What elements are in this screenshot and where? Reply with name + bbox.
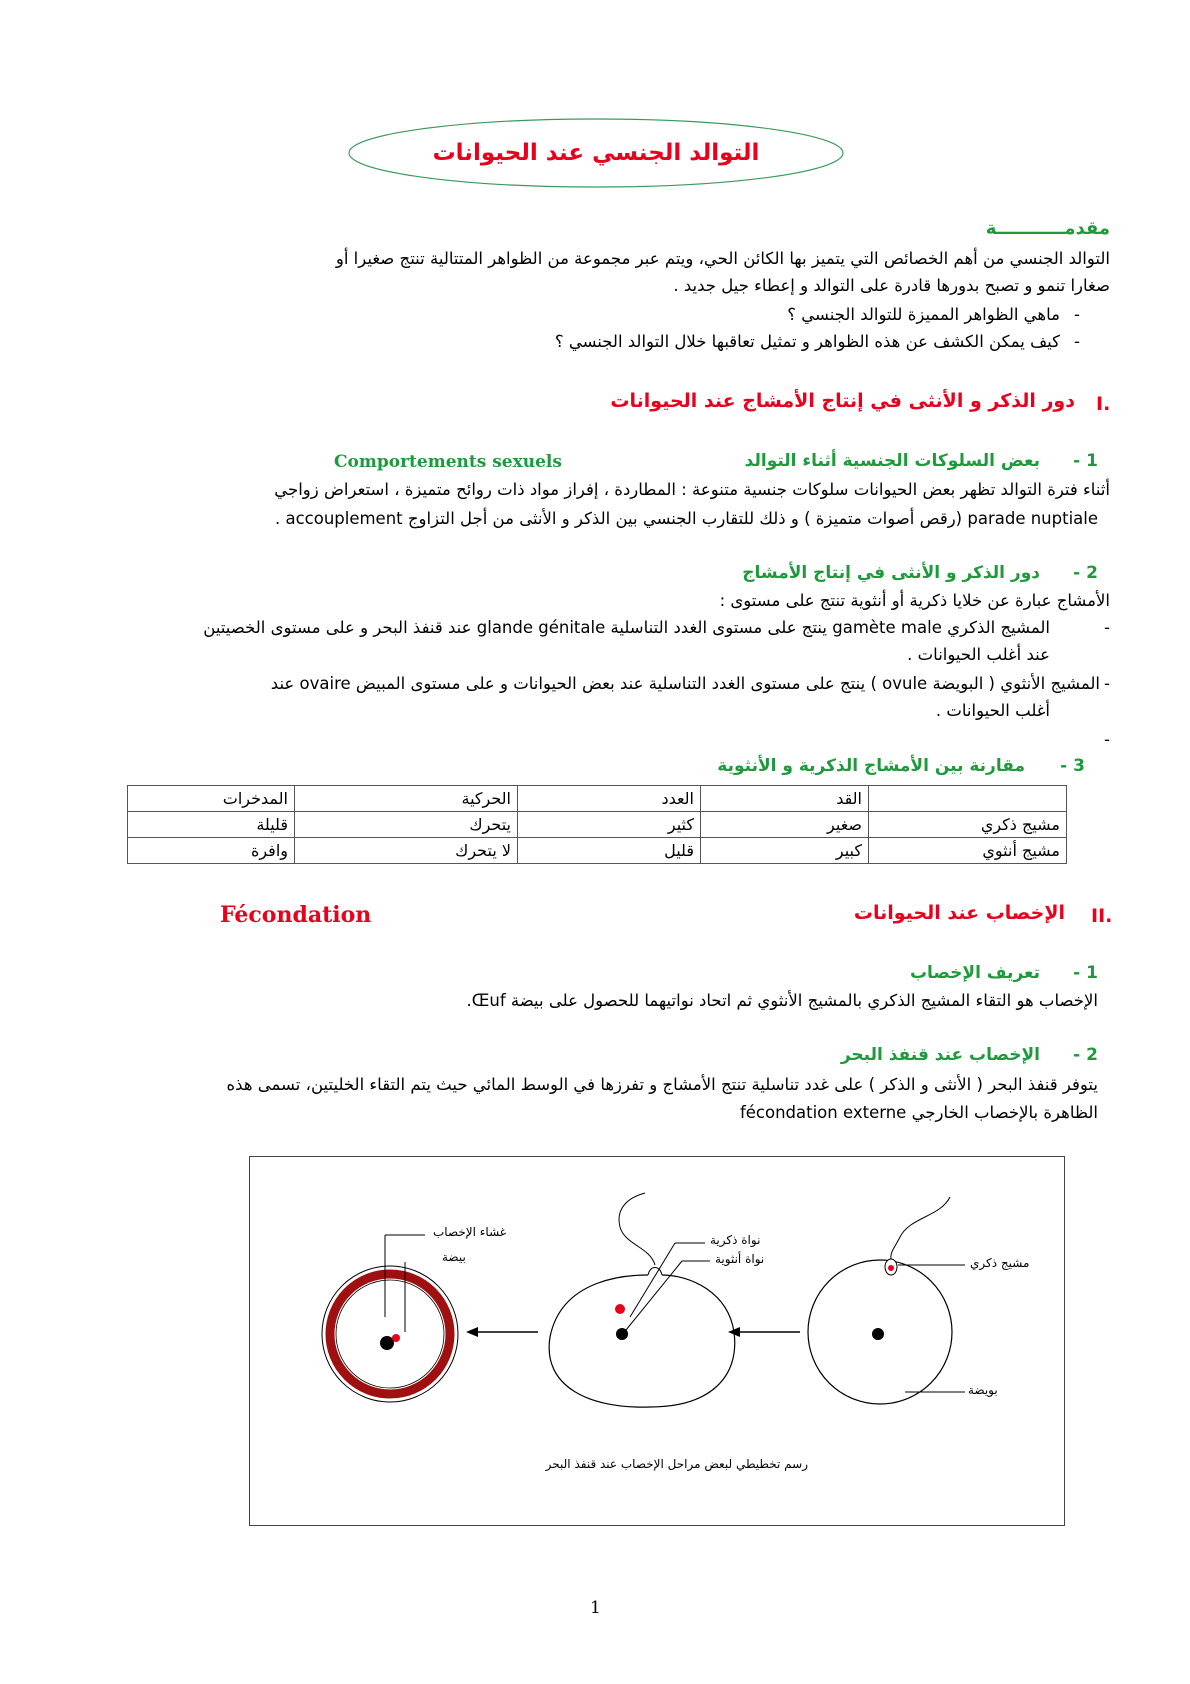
- sub-1-2-bullet-1b: عند أغلب الحيوانات .: [907, 645, 1050, 664]
- sub-2-2-number: 2 -: [1073, 1045, 1098, 1065]
- sub-1-1-number: 1 -: [1073, 451, 1098, 471]
- intro-line-2: صغارا تنمو و تصبح بدورها قادرة على التوالد و إعطاء جيل جديد .: [673, 276, 1110, 295]
- sub-2-2-line-1: يتوفر قنفذ البحر ( الأنثى و الذكر ) على غدد تناسلية تنتج الأمشاج و تفرزها في الوسط المائي حيث يتم التقاء الخليتين، تسمى هذه: [226, 1075, 1098, 1094]
- intro-dash-2: -: [1074, 332, 1080, 351]
- sub-2-2-line-2: الظاهرة بالإخصاب الخارجي fécondation externe: [739, 1103, 1098, 1122]
- intro-question-1: ماهي الظواهر المميزة للتوالد الجنسي ؟: [787, 305, 1060, 324]
- fertilization-diagram: [249, 1156, 1065, 1526]
- table-row: [128, 838, 1067, 864]
- sub-1-1-french: Comportements sexuels: [334, 452, 562, 472]
- sub-1-2-bullet-2a: المشيج الأنثوي ( البويضة ovule ) ينتج على مستوى الغدد التناسلية عند بعض الحيوانات و على مستوى المبيض ovaire عند: [270, 674, 1100, 693]
- sub-1-2-bullet-2b: أغلب الحيوانات .: [935, 701, 1050, 720]
- intro-question-2: كيف يمكن الكشف عن هذه الظواهر و تمثيل تعاقبها خلال التوالد الجنسي ؟: [554, 332, 1060, 351]
- table-header-cell: المدخرات: [128, 786, 295, 812]
- table-header-cell: العدد: [518, 786, 701, 812]
- sub-1-1-line-1: أثناء فترة التوالد تظهر بعض الحيوانات سلوكات جنسية متنوعة : المطاردة ، إفراز مواد ذات روائح متميزة ، استعراض زواجي: [274, 480, 1110, 499]
- section-1-number: I.: [1096, 393, 1111, 415]
- sub-1-2-heading: دور الذكر و الأنثى في إنتاج الأمشاج: [742, 563, 1040, 583]
- sub-2-1-heading: تعريف الإخصاب: [909, 963, 1040, 983]
- table-cell: قليل: [518, 838, 701, 864]
- sub-1-1-heading: بعض السلوكات الجنسية أثناء التوالد: [744, 451, 1040, 471]
- sub-1-3-number: 3 -: [1060, 756, 1085, 776]
- table-cell: لا يتحرك: [295, 838, 518, 864]
- intro-dash-1: -: [1074, 305, 1080, 324]
- table-cell: مشيج ذكري: [869, 812, 1067, 838]
- table-header-cell: القد: [701, 786, 869, 812]
- section-1-heading: دور الذكر و الأنثى في إنتاج الأمشاج عند الحيوانات: [610, 390, 1075, 412]
- table-cell: مشيج أنثوي: [869, 838, 1067, 864]
- table-cell: وافرة: [128, 838, 295, 864]
- comparison-table: [127, 785, 1067, 864]
- sub-1-2-dash-1: -: [1104, 618, 1110, 637]
- section-2-french: Fécondation: [220, 902, 372, 928]
- table-cell: يتحرك: [295, 812, 518, 838]
- sub-1-2-bullet-1a: المشيج الذكري gamète male ينتج على مستوى الغدد التناسلية glande génitale عند قنفذ البحر و على مستوى الخصيتين: [203, 618, 1050, 637]
- sub-2-2-heading: الإخصاب عند قنفذ البحر: [840, 1045, 1040, 1065]
- label-female-nucleus: نواة أنثوية: [715, 1252, 765, 1266]
- sub-1-2-number: 2 -: [1073, 563, 1098, 583]
- sub-1-3-heading: مقارنة بين الأمشاج الذكرية و الأنثوية: [717, 756, 1025, 776]
- table-cell: صغير: [701, 812, 869, 838]
- label-egg: بيضة: [442, 1250, 466, 1264]
- sub-2-1-line-1: الإخصاب هو التقاء المشيج الذكري بالمشيج الأنثوي ثم اتحاد نواتيهما للحصول على بيضة Œuf.: [466, 991, 1098, 1010]
- table-header-cell: الحركية: [295, 786, 518, 812]
- diagram-caption: رسم تخطيطي لبعض مراحل الإخصاب عند قنفذ البحر: [545, 1457, 808, 1471]
- label-ovule: بويضة: [968, 1383, 998, 1397]
- intro-heading: مقدمـــــــــــة: [985, 218, 1110, 239]
- page-title: التوالد الجنسي عند الحيوانات: [432, 140, 760, 166]
- table-header-row: [128, 786, 1067, 812]
- intro-line-1: التوالد الجنسي من أهم الخصائص التي يتميز بها الكائن الحي، ويتم عبر مجموعة من الظواهر المتتالية تنتج صغيرا أو: [335, 249, 1110, 268]
- page-number: 1: [590, 1598, 601, 1618]
- label-sperm: مشيج ذكري: [970, 1256, 1030, 1270]
- section-2-heading: الإخصاب عند الحيوانات: [853, 902, 1065, 924]
- table-row: [128, 812, 1067, 838]
- sub-1-1-line-2: parade nuptiale (رقص أصوات متميزة ) و ذلك للتقارب الجنسي بين الذكر و الأنثى من أجل التزاوج accouplement .: [274, 509, 1098, 528]
- sub-1-2-dash-3: -: [1104, 730, 1110, 749]
- label-male-nucleus: نواة ذكرية: [710, 1233, 761, 1247]
- sub-1-2-line-1: الأمشاج عبارة عن خلايا ذكرية أو أنثوية تنتج على مستوى :: [719, 591, 1110, 610]
- table-cell: قليلة: [128, 812, 295, 838]
- section-2-number: II.: [1091, 905, 1113, 927]
- sub-1-2-dash-2: -: [1104, 674, 1110, 693]
- table-cell: كثير: [518, 812, 701, 838]
- table-cell: كبير: [701, 838, 869, 864]
- label-membrane: غشاء الإخصاب: [433, 1225, 507, 1239]
- sub-2-1-number: 1 -: [1073, 963, 1098, 983]
- table-header-cell: [869, 786, 1067, 812]
